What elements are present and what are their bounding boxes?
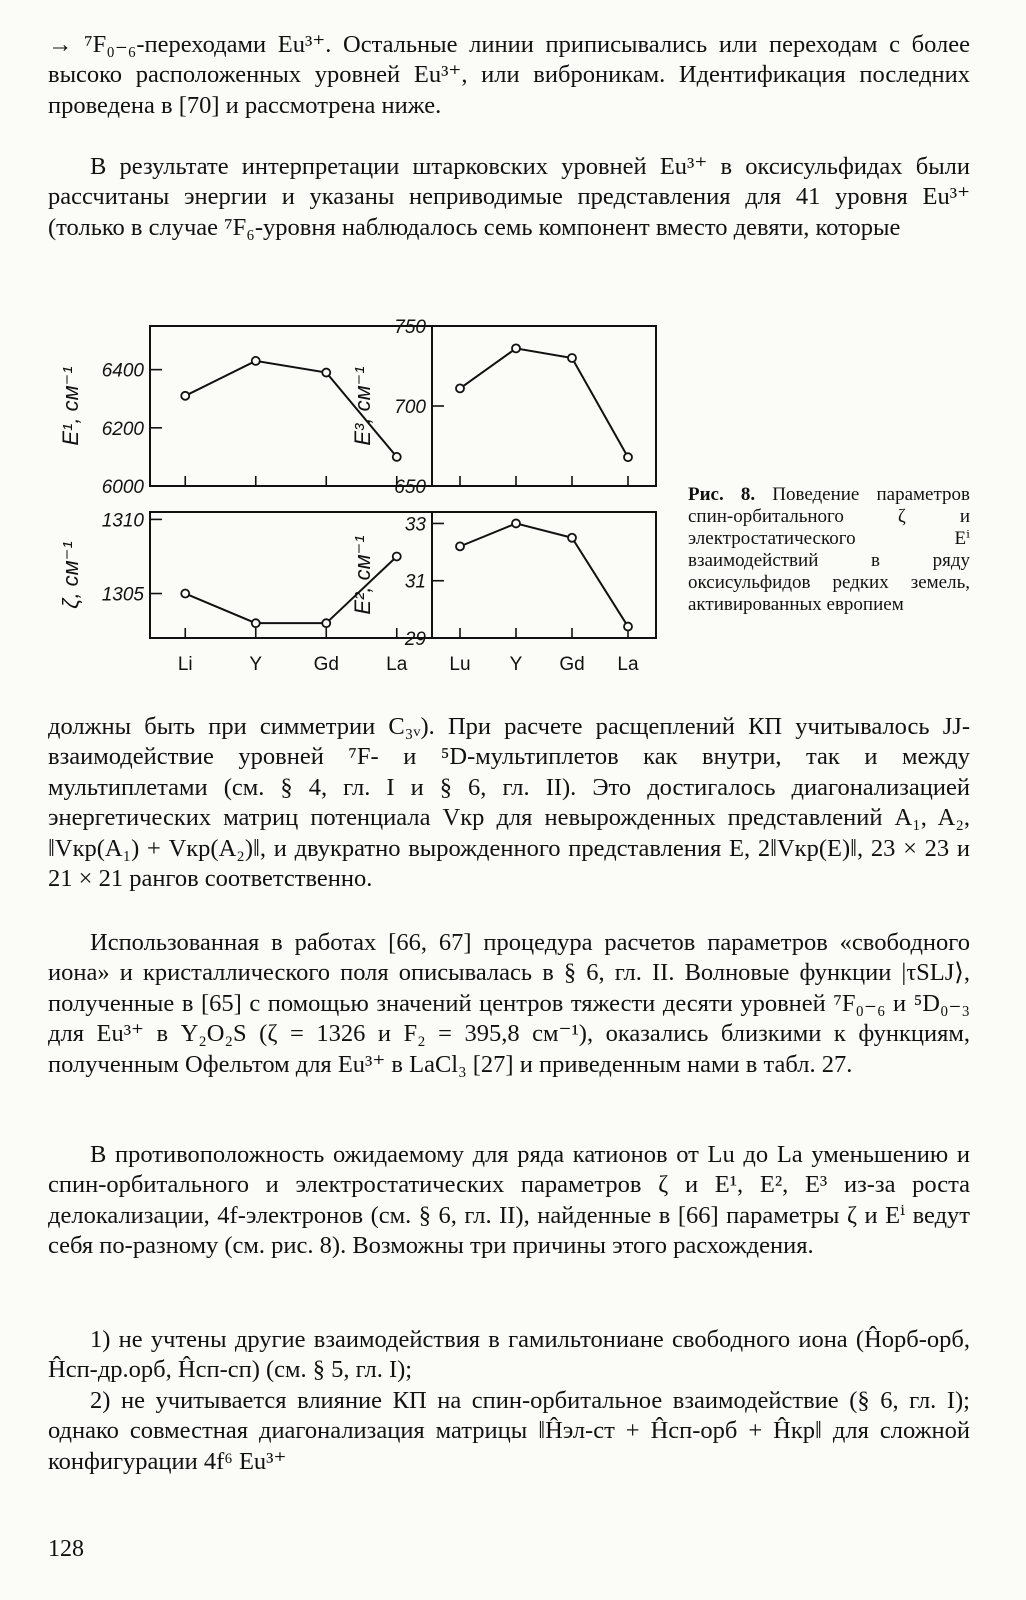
y-tick-label-zeta-1: 1310 [101, 510, 144, 532]
x-category-label-zeta-1: Y [249, 654, 263, 675]
paragraph-2: В результате интерпретации штарковских уровней Eu³⁺ в оксисульфидах были рассчитаны энергии и указаны неприводимые представления для 41 уровня Eu³⁺ (только в случае ⁷F₆-уровня наблюдалось семь компонент вместо девяти, которые [48, 153, 970, 241]
y-axis-label-e2: E², см⁻¹ [350, 535, 375, 615]
paragraph-3: должны быть при симметрии C₃ᵥ). При расчете расщеплений КП учитывалось JJ-взаимодействие уровней ⁷F- и ⁵D-мультиплетов как внутри, так и между мультиплетами (см. § 4, гл. I и § 6, гл. II). Это достигалось диагонализацией энергетических матриц потенциала Vкр для невырожденных представлений A₁, A₂, ‖Vкр(A₁) + Vкр(A₂)‖, и двукратно вырожденного представления E, 2‖Vкр(E)‖, 23 × 23 и 21 × 21 рангов соответственно. [48, 713, 970, 893]
data-point-zeta-1 [252, 619, 260, 627]
data-point-e1-3 [393, 453, 401, 461]
y-tick-label-e2-2: 33 [404, 514, 426, 536]
data-point-e1-1 [252, 357, 260, 365]
data-point-e3-2 [568, 354, 576, 362]
data-point-zeta-2 [322, 619, 330, 627]
data-point-e2-0 [456, 542, 464, 550]
x-category-label-e2-2: Gd [559, 654, 585, 675]
series-line-e2 [460, 523, 628, 626]
y-tick-label-e1-2: 6400 [101, 360, 144, 382]
y-tick-label-e1-1: 6200 [101, 418, 144, 440]
data-point-zeta-0 [181, 590, 189, 598]
caption-label: Рис. 8. [688, 484, 756, 505]
panel-frame-zeta [150, 512, 432, 638]
paragraph-1: → ⁷F₀₋₆-переходами Eu³⁺. Остальные линии приписывались или переходам с более высоко расположенных уровней Eu³⁺, или виброникам. Идентификация последних проведена в [70] и рассмотрена ниже. [48, 31, 970, 119]
panel-frame-e1 [150, 326, 432, 486]
x-category-label-zeta-0: Li [177, 654, 193, 675]
x-category-label-e2-1: Y [509, 654, 523, 675]
data-point-e1-0 [181, 392, 189, 400]
data-point-e1-2 [322, 369, 330, 377]
data-point-e3-1 [512, 344, 520, 352]
series-line-e3 [460, 348, 628, 457]
data-point-zeta-3 [393, 552, 401, 560]
y-axis-label-e3: E³, см⁻¹ [350, 366, 375, 446]
paragraph-7: 2) не учитывается влияние КП на спин-орбитальное взаимодействие (§ 6, гл. I); однако совместная диагонализация матрицы ‖Ĥэл-ст + Ĥсп-орб + Ĥкр‖ для сложной конфигурации 4f⁶ Eu³⁺ [48, 1387, 970, 1475]
caption-text: Поведение параметров спин-орбитального ζ и электростатического Eⁱ взаимодействий в ряду оксисульфидов редких земель, активированных европием [688, 484, 970, 615]
panel-frame-e3 [432, 326, 656, 486]
x-category-label-e2-0: Lu [449, 654, 471, 675]
x-category-label-zeta-3: La [386, 654, 408, 675]
y-tick-label-e1-0: 6000 [101, 477, 144, 498]
y-tick-label-e2-0: 29 [404, 629, 426, 650]
data-point-e2-1 [512, 519, 520, 527]
y-axis-label-zeta: ζ, см⁻¹ [58, 541, 83, 609]
paragraph-6: 1) не учтены другие взаимодействия в гамильтониане свободного иона (Ĥорб-орб, Ĥсп-др.орб, Ĥсп-сп) (см. § 5, гл. I); [48, 1326, 970, 1384]
y-tick-label-e3-1: 700 [394, 397, 426, 418]
y-tick-label-e3-0: 650 [394, 477, 426, 498]
data-point-e3-0 [456, 384, 464, 392]
y-tick-label-zeta-0: 1305 [101, 584, 144, 606]
data-point-e2-2 [568, 534, 576, 542]
paragraph-4: Использованная в работах [66, 67] процедура расчетов параметров «свободного иона» и кристаллического поля описывалась в § 6, гл. II. Волновые функции |τSLJ⟩, полученные в [65] с помощью значений центров тяжести десяти уровней ⁷F₀₋₆ и ⁵D₀₋₃ для Eu³⁺ в Y₂O₂S (ζ = 1326 и F₂ = 395,8 см⁻¹), оказались близкими к функциям, полученным Офельтом для Eu³⁺ в LaCl₃ [27] и приведенным нами в табл. 27. [48, 929, 970, 1078]
y-tick-label-e3-2: 750 [394, 317, 426, 338]
page-number: 128 [48, 1536, 84, 1562]
x-category-label-zeta-2: Gd [313, 654, 339, 675]
y-axis-label-e1: E¹, см⁻¹ [58, 366, 83, 446]
x-category-label-e2-3: La [617, 654, 639, 675]
data-point-e3-3 [624, 453, 632, 461]
y-tick-label-e2-1: 31 [404, 571, 426, 593]
figure-caption [688, 484, 970, 616]
paragraph-5: В противоположность ожидаемому для ряда катионов от Lu до La уменьшению и спин-орбитального и электростатических параметров ζ и E¹, E², E³ из-за роста делокализации, 4f-электронов (см. § 6, гл. II), найденные в [66] параметры ζ и Eⁱ ведут себя по-разному (см. рис. 8). Возможны три причины этого расхождения. [48, 1141, 970, 1260]
data-point-e2-3 [624, 623, 632, 631]
